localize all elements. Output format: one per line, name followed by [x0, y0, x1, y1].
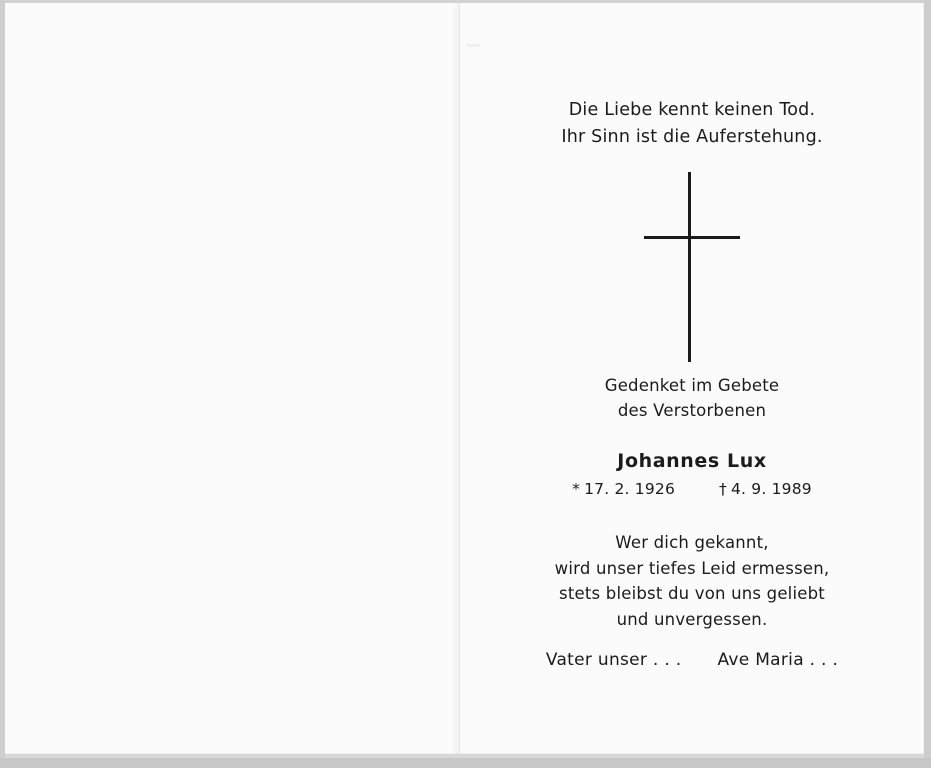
deceased-name: Johannes Lux	[617, 450, 767, 472]
prayer-ave-maria: Ave Maria . . .	[717, 650, 839, 670]
birth-star-icon: *	[572, 480, 581, 498]
prayer-pater-noster: Vater unser . . .	[545, 650, 682, 670]
card-fold-shadow	[451, 2, 459, 754]
verse-line-4: und unvergessen.	[616, 609, 768, 629]
cross-area	[460, 172, 924, 367]
cross-vertical-bar	[688, 172, 691, 362]
latin-cross-icon	[644, 172, 740, 362]
scan-edge-right	[924, 0, 931, 768]
verse-block	[460, 530, 924, 632]
scan-edge-top	[0, 0, 931, 3]
deceased-name-block	[460, 450, 924, 472]
deceased-dates-block	[460, 480, 924, 498]
card-left-panel-blank	[4, 2, 459, 754]
cross-horizontal-bar	[644, 236, 740, 239]
remembrance-block	[460, 373, 924, 423]
motto-line-1: Die Liebe kennt keinen Tod.	[568, 100, 816, 120]
death-date-value: 4. 9. 1989	[730, 480, 812, 498]
death-cross-icon: †	[719, 480, 727, 498]
birth-date	[572, 480, 675, 498]
card-right-panel	[460, 2, 924, 754]
verse-line-1: Wer dich gekannt,	[615, 533, 769, 552]
death-date	[719, 480, 812, 498]
memorial-card	[4, 2, 924, 754]
remembrance-line-1: Gedenket im Gebete	[604, 376, 780, 395]
birth-date-value: 17. 2. 1926	[584, 480, 676, 498]
remembrance-line-2: des Verstorbenen	[617, 401, 767, 420]
prayers-block	[460, 650, 924, 670]
verse-line-2: wird unser tiefes Leid ermessen,	[554, 558, 830, 578]
scan-edge-left	[0, 0, 5, 768]
scan-edge-bottom	[0, 758, 931, 768]
motto-line-2: Ihr Sinn ist die Auferstehung.	[561, 127, 823, 147]
motto-block	[460, 97, 924, 151]
verse-line-3: stets bleibst du von uns geliebt	[559, 584, 825, 603]
